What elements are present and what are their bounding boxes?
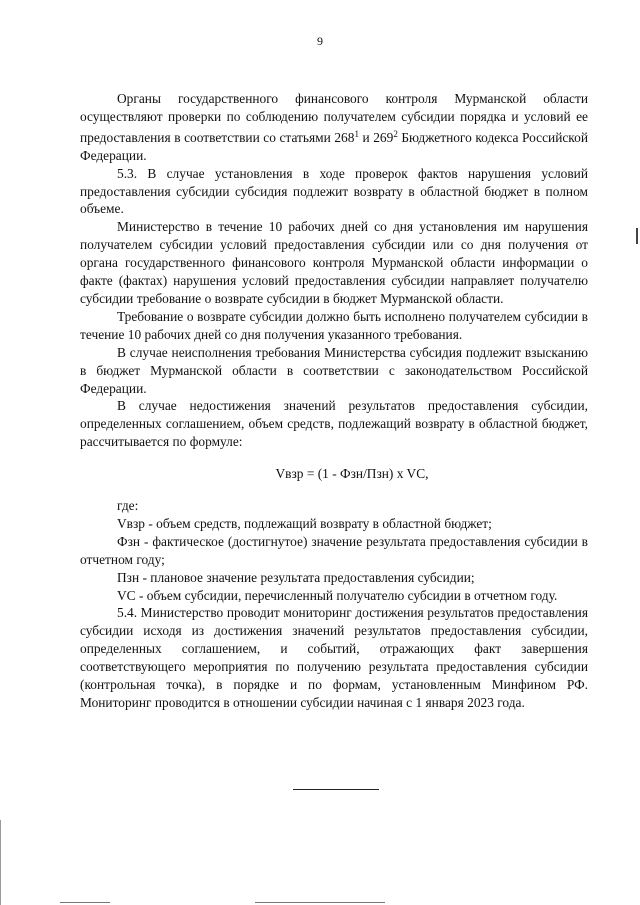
definition-pzn: Пзн - плановое значение результата предоставления субсидии; <box>117 569 475 585</box>
formula: Vвзр = (1 - Фзн/Пзн) x VC, <box>275 466 429 482</box>
scan-bottom-line <box>60 902 110 903</box>
definition-fzn: Фзн - фактическое (достигнутое) значение результата предоставления субсидии в отчетном году; <box>80 533 588 567</box>
definition-vc: VC - объем субсидии, перечисленный получателю субсидии в отчетном году. <box>117 587 558 603</box>
paragraph-5-4: 5.4. Министерство проводит мониторинг достижения результатов предоставления субсидии исходя из достижения значений результатов предоставления субсидии, определенных соглашением, и событий, отражающих факт завершения соответствующего мероприятия по получению результата предоставления субсидии (контрольная точка), в порядке и по формам, установленным Минфином РФ. Мониторинг проводится в отношении субсидии начиная с 1 января 2023 года. <box>80 605 588 710</box>
paragraph-ministry-demand: Министерство в течение 10 рабочих дней со дня установления им нарушения получателем субсидии условий предоставления субсидии или со дня получения от органа государственного финансового контроля Мурманской области информации о факте (фактах) нарушения условий предоставления субсидии направляет получателю субсидии требование о возврате субсидии в бюджет Мурманской области. <box>80 219 588 306</box>
paragraph-audit <box>80 90 588 165</box>
end-rule <box>293 789 379 790</box>
scan-edge-mark <box>636 228 638 244</box>
paragraph-5-3: 5.3. В случае установления в ходе проверок фактов нарушения условий предоставления субсидии субсидия подлежит возврату в областной бюджет в полном объеме. <box>80 165 588 217</box>
scan-bottom-line <box>255 902 385 903</box>
page-number: 9 <box>317 34 323 48</box>
paragraph-demand-deadline: Требование о возврате субсидии должно быть исполнено получателем субсидии в течение 10 рабочих дней со дня получения указанного требования. <box>80 308 588 342</box>
paragraph-audit-text: Органы государственного финансового контроля Мурманской области осуществляют проверки по соблюдению получателем субсидии порядка и условий ее предоставления в соответствии со статьями 268 <box>80 91 588 145</box>
scan-left-edge <box>0 820 1 905</box>
paragraph-recovery: В случае неисполнения требования Министерства субсидия подлежит взысканию в бюджет Мурманской области в соответствии с законодательством Российской Федерации. <box>80 344 588 396</box>
paragraph-audit-end: Бюджетного кодекса Российской Федерации. <box>80 129 588 163</box>
definition-vvzr: Vвзр - объем средств, подлежащий возврату в областной бюджет; <box>117 515 492 531</box>
formula-where: где: <box>117 498 139 514</box>
superscript-1: 1 <box>354 128 359 139</box>
superscript-2: 2 <box>393 128 398 139</box>
document-body <box>80 90 588 712</box>
paragraph-formula-intro: В случае недостижения значений результатов предоставления субсидии, определенных соглашением, объем средств, подлежащий возврату в областной бюджет, рассчитывается по формуле: <box>80 398 588 450</box>
paragraph-audit-mid: и 269 <box>358 129 394 145</box>
